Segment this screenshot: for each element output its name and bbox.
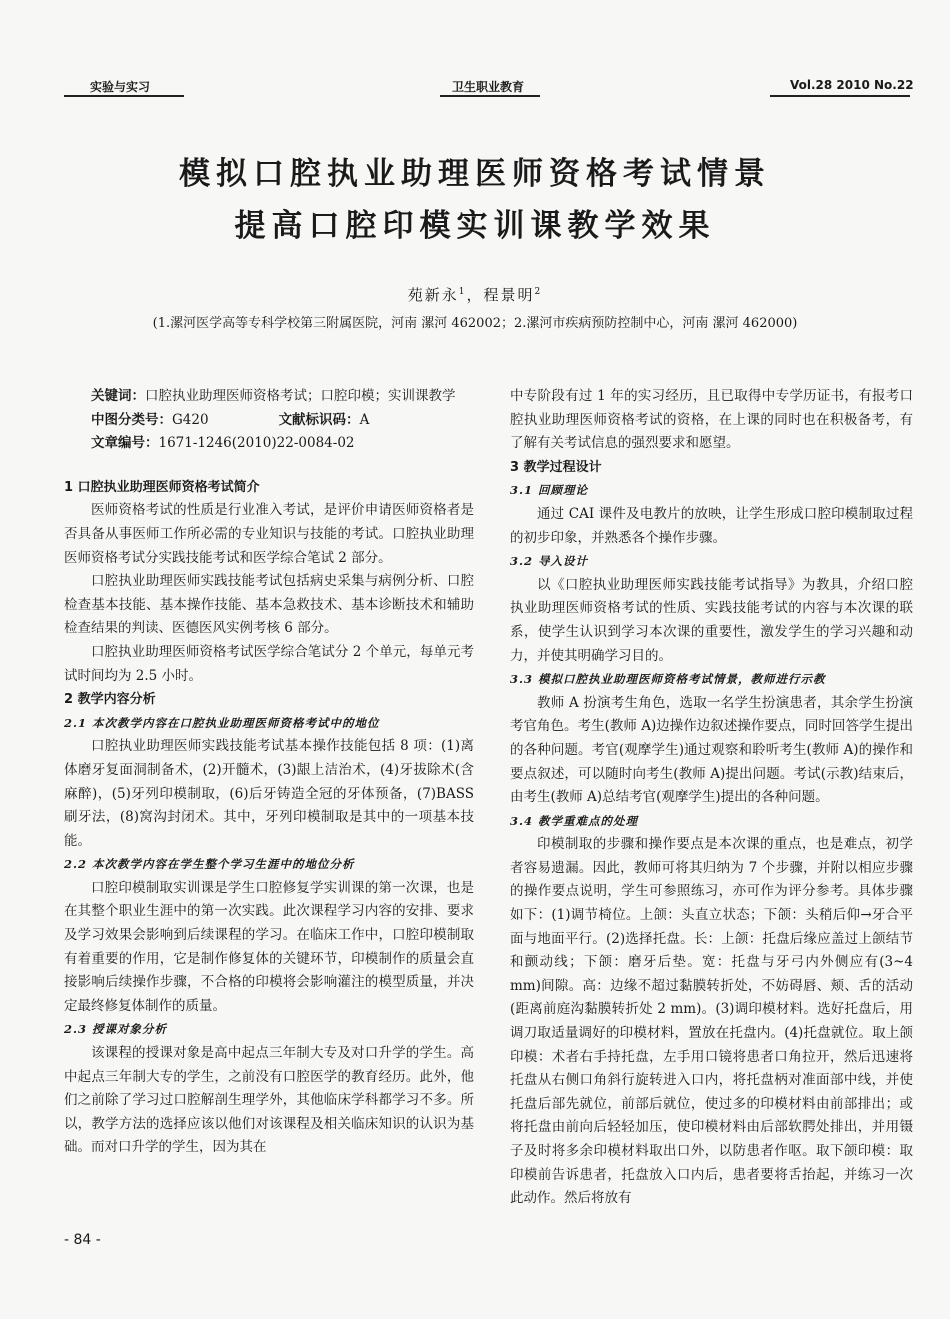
paragraph: 口腔印模制取实训课是学生口腔修复学实训课的第一次课，也是在其整个职业生涯中的第一次实践。此次课程学习内容的安排、要求及学习效果会影响到后续课程的学习。在临床工作中，口腔印模制取有着重要的作用，它是制作修复体的关键环节，印模制作的质量会直接影响后续操作步骤，不合格的印模将会影响灌注的模型质量，并决定最终修复体制作的质量。 [64,879,474,1014]
doc-label: 文献标识码： [278,411,360,428]
section-heading: 3 教学过程设计 [510,459,602,475]
article-number-value: 1671-1246(2010)22-0084-02 [158,435,355,452]
header-rule-left [64,95,184,97]
article-number-label: 文章编号： [91,435,159,452]
author-list [0,284,950,305]
author-affiliation-mark: 1 [458,287,467,297]
subsection-heading: 2.3 授课对象分析 [64,1022,168,1037]
author-name: 苑新永 [407,286,459,304]
paragraph: 口腔执业助理医师资格考试医学综合笔试分 2 个单元，每单元考试时间均为 2.5 小时。 [64,643,474,684]
paragraph: 口腔执业助理医师实践技能考试包括病史采集与病例分析、口腔检查基本技能、基本操作技能、基本急救技术、基本诊断技术和辅助检查结果的判读、医德医风实例考核 6 部分。 [64,573,474,637]
paragraph: 教师 A 扮演考生角色，选取一名学生扮演患者，其余学生扮演考官角色。考生(教师 A)边操作边叙述操作要点，同时回答学生提出的各种问题。考官(观摩学生)通过观察和聆听考生(教师 A)的操作和要点叙述，可以随时向考生(教师 A)提出问题。考试(示教)结束后，由考生(教师 A)总结考官(观摩学生)提出的各种问题。 [510,694,913,806]
classification-line [64,409,474,433]
header-rule-center [440,95,540,97]
paragraph-continued: 中专阶段有过 1 年的实习经历，且已取得中专学历证书，有报考口腔执业助理医师资格考试的资格，在上课的同时也在积极备考，有了解有关考试信息的强烈要求和愿望。 [510,388,913,452]
header-journal: 卫生职业教育 [452,80,525,94]
paragraph: 印模制取的步骤和操作要点是本次课的重点，也是难点，初学者容易遗漏。因此，教师可将其归纳为 7 个步骤，并附以相应步骤的操作要点说明，学生可参照练习，亦可作为评分参考。具体步骤如下：(1)调节椅位。上颌：头直立状态；下颌：头稍后仰→牙合平面与地面平行。(2)选择托盘。长：上颌：托盘后缘应盖过上颌结节和颤动线；下颌：磨牙后垫。宽：托盘与牙弓内外侧应有(3~4 mm)间隙。高：边缘不超过黏膜转折处，不妨碍唇、颊、舌的活动(距离前庭沟黏膜转折处 2 mm)。(3)调印模材料。选好托盘后，用调刀取适量调好的印模材料，置放在托盘内。(4)托盘就位。取上颌印模：术者右手持托盘，左手用口镜将患者口角拉开，然后迅速将托盘从右侧口角斜行旋转进入口内，将托盘柄对准面部中线，并使托盘后部先就位，前部后就位，使过多的印模材料由前部排出；或将托盘由前向后轻轻加压，使印模材料由后部软腭处排出，并用镊子及时将多余印模材料取出口外，以防患者作呕。取下颌印模：取印模前告诉患者，托盘放入口内后，患者要将舌抬起，并练习一次此动作。然后将放有 [510,836,913,1207]
paragraph: 该课程的授课对象是高中起点三年制大专及对口升学的学生。高中起点三年制大专的学生，之前没有口腔医学的教育经历。此外，他们之前除了学习过口腔解剖生理学外，其他临床学科都学习不多。所以，教学方法的选择应该以他们对该课程及相关临床知识的认识为基础。而对口升学的学生，因为其在 [64,1045,474,1156]
header-section: 实验与实习 [90,80,151,94]
keywords-value: 口腔执业助理医师资格考试；口腔印模；实训课教学 [145,388,456,404]
author-name: 程景明 [483,286,535,304]
keywords-label: 关键词： [91,388,145,404]
subsection-heading: 3.3 模拟口腔执业助理医师资格考试情景，教师进行示教 [510,672,826,687]
article-title-line1: 模拟口腔执业助理医师资格考试情景 [179,156,771,192]
paragraph: 以《口腔执业助理医师实践技能考试指导》为教具，介绍口腔执业助理医师资格考试的性质、实践技能考试的内容与本次课的联系，使学生认识到学习本次课的重要性，激发学生的学习兴趣和动力，并使其明确学习目的。 [510,576,913,664]
clc-value: G420 [172,411,209,428]
clc-label: 中图分类号： [91,411,172,428]
page-number: - 84 - [64,1232,101,1248]
keywords [64,385,474,409]
subsection-heading: 2.1 本次教学内容在口腔执业助理医师资格考试中的地位 [64,715,380,730]
paragraph: 通过 CAI 课件及电教片的放映，让学生形成口腔印模制取过程的初步印象，并熟悉各个操作步骤。 [510,505,913,546]
subsection-heading: 3.1 回顾理论 [510,483,589,498]
spacer [64,456,474,476]
paragraph: 口腔执业助理医师实践技能考试基本操作技能包括 8 项：(1)离体磨牙复面洞制备术，(2)开髓术，(3)龈上洁治术，(4)牙拔除术(含麻醉)，(5)牙列印模制取，(6)后牙铸造全冠的牙体预备，(7)BASS 刷牙法，(8)窝沟封闭术。其中，牙列印模制取是其中的一项基本技能。 [64,738,474,849]
header-volume: Vol.28 2010 No.22 [790,78,914,92]
subsection-heading: 2.2 本次教学内容在学生整个学习生涯中的地位分析 [64,857,355,872]
left-column [64,385,474,1160]
paragraph: 医师资格考试的性质是行业准入考试，是评价申请医师资格者是否具备从事医师工作所必需的专业知识与技能的考试。口腔执业助理医师资格考试分实践技能考试和医学综合笔试 2 部分。 [64,502,474,566]
article-number-line [64,432,474,456]
article-title-line2: 提高口腔印模实训课教学效果 [234,208,716,244]
section-heading: 1 口腔执业助理医师资格考试简介 [64,479,260,495]
doc-value: A [359,411,370,428]
subsection-heading: 3.2 导入设计 [510,554,589,569]
section-heading: 2 教学内容分析 [64,692,156,708]
header-rule-right [770,95,910,97]
author-separator: ， [466,286,484,304]
right-column [510,385,913,1211]
subsection-heading: 3.4 教学重难点的处理 [510,813,639,828]
author-affiliation-mark: 2 [534,287,543,297]
affiliation: (1.漯河医学高等专科学校第三附属医院，河南 漯河 462002；2.漯河市疾病预防控制中心，河南 漯河 462000) [152,316,798,331]
